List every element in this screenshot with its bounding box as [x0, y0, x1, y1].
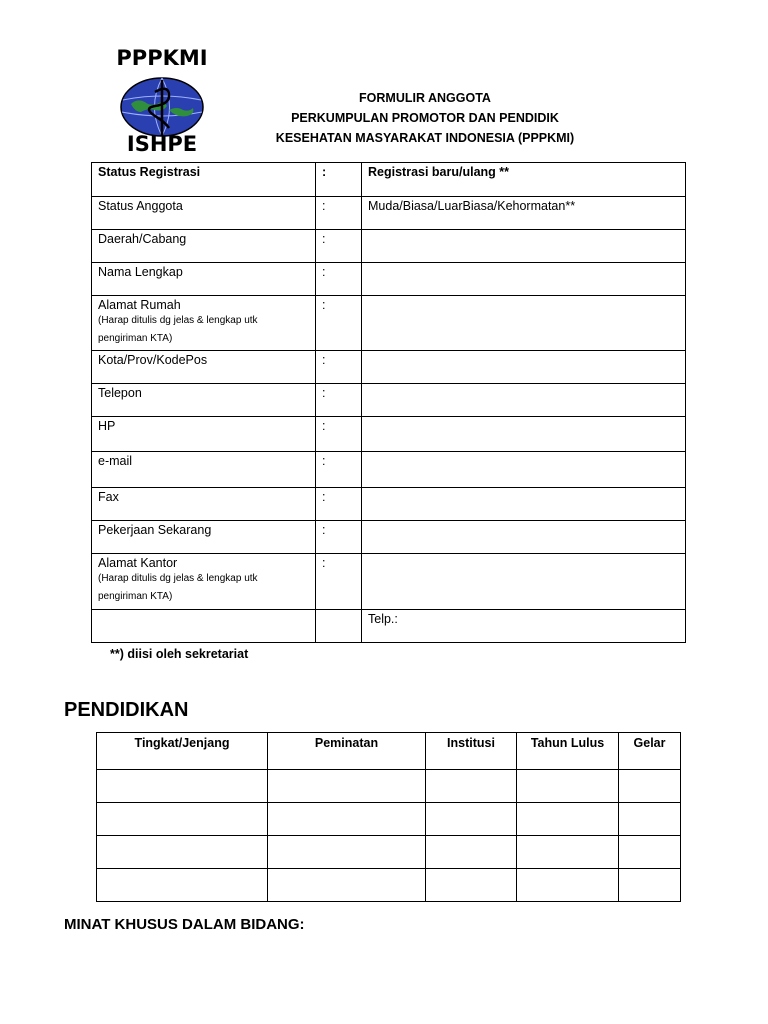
table-cell[interactable]: [426, 803, 517, 836]
table-row: [92, 230, 686, 263]
row-separator: :: [316, 163, 362, 197]
row-value[interactable]: [362, 230, 686, 263]
table-header-row: [97, 733, 681, 770]
table-row: [92, 163, 686, 197]
table-row: [92, 452, 686, 488]
table-row: [97, 869, 681, 902]
row-label: HP: [92, 417, 316, 452]
row-separator: :: [316, 417, 362, 452]
row-value[interactable]: Muda/Biasa/LuarBiasa/Kehormatan**: [362, 197, 686, 230]
table-cell[interactable]: [619, 770, 681, 803]
row-separator: :: [316, 488, 362, 521]
row-note: (Harap ditulis dg jelas & lengkap utk pengiriman KTA): [98, 573, 258, 602]
logo-bottom-text: ISHPE: [126, 132, 198, 156]
row-separator: :: [316, 521, 362, 554]
column-header: Gelar: [619, 733, 681, 770]
row-label: Status Registrasi: [92, 163, 316, 197]
table-row: [97, 803, 681, 836]
table-cell[interactable]: [268, 803, 426, 836]
table-cell[interactable]: [619, 869, 681, 902]
table-row: [92, 488, 686, 521]
row-label: Telepon: [92, 384, 316, 417]
table-cell[interactable]: [268, 869, 426, 902]
table-row: [92, 296, 686, 351]
row-value[interactable]: [362, 296, 686, 351]
header-line-1: FORMULIR ANGGOTA: [359, 91, 491, 105]
row-note: (Harap ditulis dg jelas & lengkap utk pengiriman KTA): [98, 315, 258, 344]
education-title: PENDIDIKAN: [64, 699, 189, 721]
table-cell[interactable]: [268, 836, 426, 869]
row-separator: :: [316, 230, 362, 263]
table-cell[interactable]: [619, 836, 681, 869]
row-value[interactable]: [362, 452, 686, 488]
row-separator: [316, 610, 362, 643]
form-header: [200, 88, 650, 148]
globe-icon: [119, 76, 205, 138]
table-cell[interactable]: [517, 803, 619, 836]
row-separator: :: [316, 452, 362, 488]
row-label: Alamat Rumah: [98, 298, 181, 312]
table-row: [92, 197, 686, 230]
table-cell[interactable]: [517, 836, 619, 869]
table-cell[interactable]: [426, 770, 517, 803]
row-label: Fax: [92, 488, 316, 521]
logo-top-text: PPPKMI: [116, 46, 208, 70]
table-cell[interactable]: [97, 836, 268, 869]
row-label: [92, 610, 316, 643]
row-separator: :: [316, 263, 362, 296]
table-cell[interactable]: [426, 869, 517, 902]
table-row: [92, 554, 686, 610]
row-separator: :: [316, 554, 362, 610]
table-cell[interactable]: [517, 869, 619, 902]
table-cell[interactable]: [97, 770, 268, 803]
special-interest-title: MINAT KHUSUS DALAM BIDANG:: [64, 916, 305, 933]
pppkmi-logo: [113, 46, 211, 158]
registration-table: [91, 162, 686, 643]
row-label-cell: [92, 296, 316, 351]
row-label: Daerah/Cabang: [92, 230, 316, 263]
header-line-3: KESEHATAN MASYARAKAT INDONESIA (PPPKMI): [275, 131, 575, 145]
header-line-2: PERKUMPULAN PROMOTOR DAN PENDIDIK: [291, 111, 559, 125]
row-label: Nama Lengkap: [92, 263, 316, 296]
row-label-cell: [92, 554, 316, 610]
row-value[interactable]: [362, 488, 686, 521]
row-label: e-mail: [92, 452, 316, 488]
table-cell[interactable]: [97, 803, 268, 836]
table-cell[interactable]: [268, 770, 426, 803]
row-separator: :: [316, 296, 362, 351]
column-header: Tingkat/Jenjang: [97, 733, 268, 770]
row-label: Alamat Kantor: [98, 556, 178, 570]
table-cell[interactable]: [517, 770, 619, 803]
row-value[interactable]: [362, 417, 686, 452]
table-row: [97, 770, 681, 803]
footnote: **) diisi oleh sekretariat: [110, 647, 249, 661]
table-cell[interactable]: [426, 836, 517, 869]
row-separator: :: [316, 351, 362, 384]
row-value[interactable]: [362, 384, 686, 417]
column-header: Institusi: [426, 733, 517, 770]
row-separator: :: [316, 197, 362, 230]
table-row: [92, 351, 686, 384]
table-row: [92, 610, 686, 643]
row-label: Kota/Prov/KodePos: [92, 351, 316, 384]
table-row: [92, 521, 686, 554]
column-header: Tahun Lulus: [517, 733, 619, 770]
education-table: [96, 732, 681, 902]
row-separator: :: [316, 384, 362, 417]
table-row: [92, 263, 686, 296]
row-value[interactable]: Telp.:: [362, 610, 686, 643]
row-label: Pekerjaan Sekarang: [92, 521, 316, 554]
row-value[interactable]: [362, 263, 686, 296]
table-row: [92, 417, 686, 452]
row-value[interactable]: [362, 554, 686, 610]
table-row: [92, 384, 686, 417]
table-cell[interactable]: [619, 803, 681, 836]
table-row: [97, 836, 681, 869]
row-value[interactable]: Registrasi baru/ulang **: [362, 163, 686, 197]
table-cell[interactable]: [97, 869, 268, 902]
row-label: Status Anggota: [92, 197, 316, 230]
row-value[interactable]: [362, 521, 686, 554]
row-value[interactable]: [362, 351, 686, 384]
column-header: Peminatan: [268, 733, 426, 770]
